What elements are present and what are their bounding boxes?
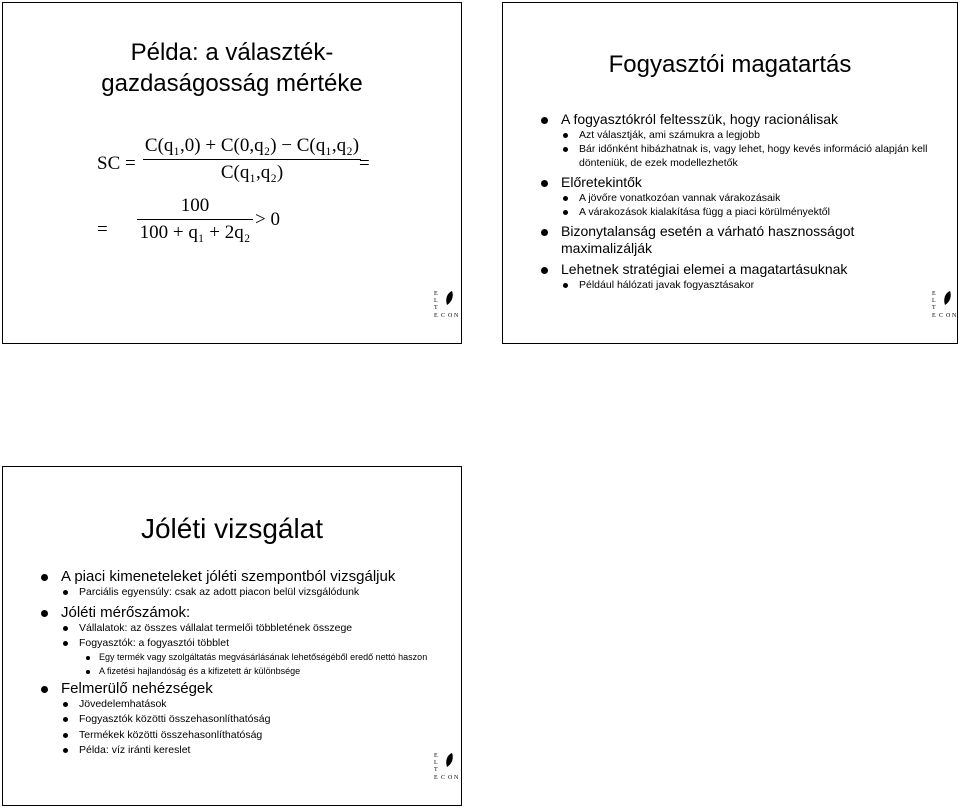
logo-mark xyxy=(433,289,459,319)
bullet-item-level-3: Egy termék vagy szolgáltatás megvásárlásának lehetőségéből eredő nettó haszon xyxy=(39,652,449,663)
bullet-item-level-2: Példa: víz iránti kereslet xyxy=(39,743,449,759)
logo-letter: O xyxy=(946,313,951,319)
logo-letter: O xyxy=(448,775,453,781)
logo-letter: E xyxy=(932,313,936,319)
fraction-2-denominator: 100 + q₁ + 2q₂ xyxy=(139,222,251,243)
bullet-item-level-1: Előretekintők xyxy=(539,174,949,191)
fraction-1-numerator: C(q₁,0) + C(0,q₂) − C(q₁,q₂) xyxy=(143,135,361,160)
logo-letter: C xyxy=(441,313,446,319)
logo-letter: E xyxy=(434,313,438,319)
fraction-2-numerator: 100 xyxy=(137,195,253,220)
bullet-item-level-2: Azt választják, ami számukra a legjobb xyxy=(539,128,949,142)
equals-sign-1: = xyxy=(359,153,370,174)
bullet-item-level-1: Lehetnek stratégiai elemei a magatartásuknak xyxy=(539,261,949,278)
leaf-icon xyxy=(944,291,951,305)
slide-welfare-analysis xyxy=(2,466,462,806)
bullet-list xyxy=(539,107,949,292)
bullet-item-level-1: A fogyasztókról feltesszük, hogy racionálisak xyxy=(539,111,949,128)
bullet-item-level-1: Jóléti mérőszámok: xyxy=(39,604,449,621)
logo-letter: T xyxy=(932,305,936,311)
logo-letter: L xyxy=(434,298,438,304)
bullet-item-level-2: Bár időnként hibázhatnak is, vagy lehet, hogy kevés információ alapján kell dönteniük, de ezek modellezhetők xyxy=(539,142,949,170)
logo-mark xyxy=(433,751,459,781)
bullet-item-level-2: A várakozások kialakítása függ a piaci körülményektől xyxy=(539,205,949,219)
bullet-item-level-2: Fogyasztók közötti összehasonlíthatóság xyxy=(39,712,449,728)
logo-letter: L xyxy=(434,760,438,766)
fraction-2 xyxy=(137,195,253,244)
slide-scope-economies xyxy=(2,2,462,344)
bullet-item-level-2: Jövedelemhatások xyxy=(39,697,449,713)
logo-letter: N xyxy=(454,313,459,319)
elte-econ-logo xyxy=(931,289,955,319)
bullet-item-level-1: Bizonytalanság esetén a várható hasznosságot maximalizálják xyxy=(539,223,949,257)
logo-letter: N xyxy=(952,313,957,319)
elte-econ-logo xyxy=(433,751,457,781)
bullet-item-level-2: A jövőre vonatkozóan vannak várakozásaik xyxy=(539,191,949,205)
title-line-2: gazdaságosság mértéke xyxy=(101,70,363,97)
elte-econ-logo xyxy=(433,289,457,319)
logo-letter: E xyxy=(434,775,438,781)
logo-letter: N xyxy=(454,775,459,781)
bullet-list xyxy=(39,565,449,759)
bullet-item-level-1: Felmerülő nehézségek xyxy=(39,680,449,697)
bullet-item-level-2: Parciális egyensúly: csak az adott piacon belül vizsgálódunk xyxy=(39,585,449,601)
bullet-item-level-2: Termékek közötti összehasonlíthatóság xyxy=(39,728,449,744)
fraction-1-denominator: C(q₁,q₂) xyxy=(220,162,284,183)
logo-mark xyxy=(931,289,957,319)
equals-sign-2: = xyxy=(97,219,108,240)
logo-letter: E xyxy=(932,291,936,297)
logo-letter: C xyxy=(939,313,944,319)
logo-letter: E xyxy=(434,753,438,759)
fraction-1 xyxy=(143,135,361,184)
bullet-item-level-3: A fizetési hajlandóság és a kifizetett ár különbsége xyxy=(39,666,449,677)
bullet-item-level-2: Például hálózati javak fogyasztásakor xyxy=(539,278,949,292)
bullet-item-level-1: A piaci kimeneteleket jóléti szempontból vizsgáljuk xyxy=(39,568,449,585)
slide-title: Fogyasztói magatartás xyxy=(608,51,852,78)
slide-title: Jóléti vizsgálat xyxy=(140,513,324,544)
bullet-item-level-2: Vállalatok: az összes vállalat termelői többletének összege xyxy=(39,621,449,637)
formula-lhs: SC = xyxy=(97,153,136,174)
logo-letter: C xyxy=(441,775,446,781)
greater-than-zero: > 0 xyxy=(255,209,280,230)
logo-letter: L xyxy=(932,298,936,304)
leaf-icon xyxy=(446,753,453,767)
logo-letter: E xyxy=(434,291,438,297)
bullet-item-level-2: Fogyasztók: a fogyasztói többlet xyxy=(39,636,449,652)
title-line-1: Példa: a választék- xyxy=(130,39,334,66)
logo-letter: T xyxy=(434,305,438,311)
logo-letter: O xyxy=(448,313,453,319)
slide-title xyxy=(3,37,461,99)
slide-consumer-behaviour xyxy=(502,2,958,344)
leaf-icon xyxy=(446,291,453,305)
scope-economies-formula xyxy=(97,125,397,265)
logo-letter: T xyxy=(434,767,438,773)
